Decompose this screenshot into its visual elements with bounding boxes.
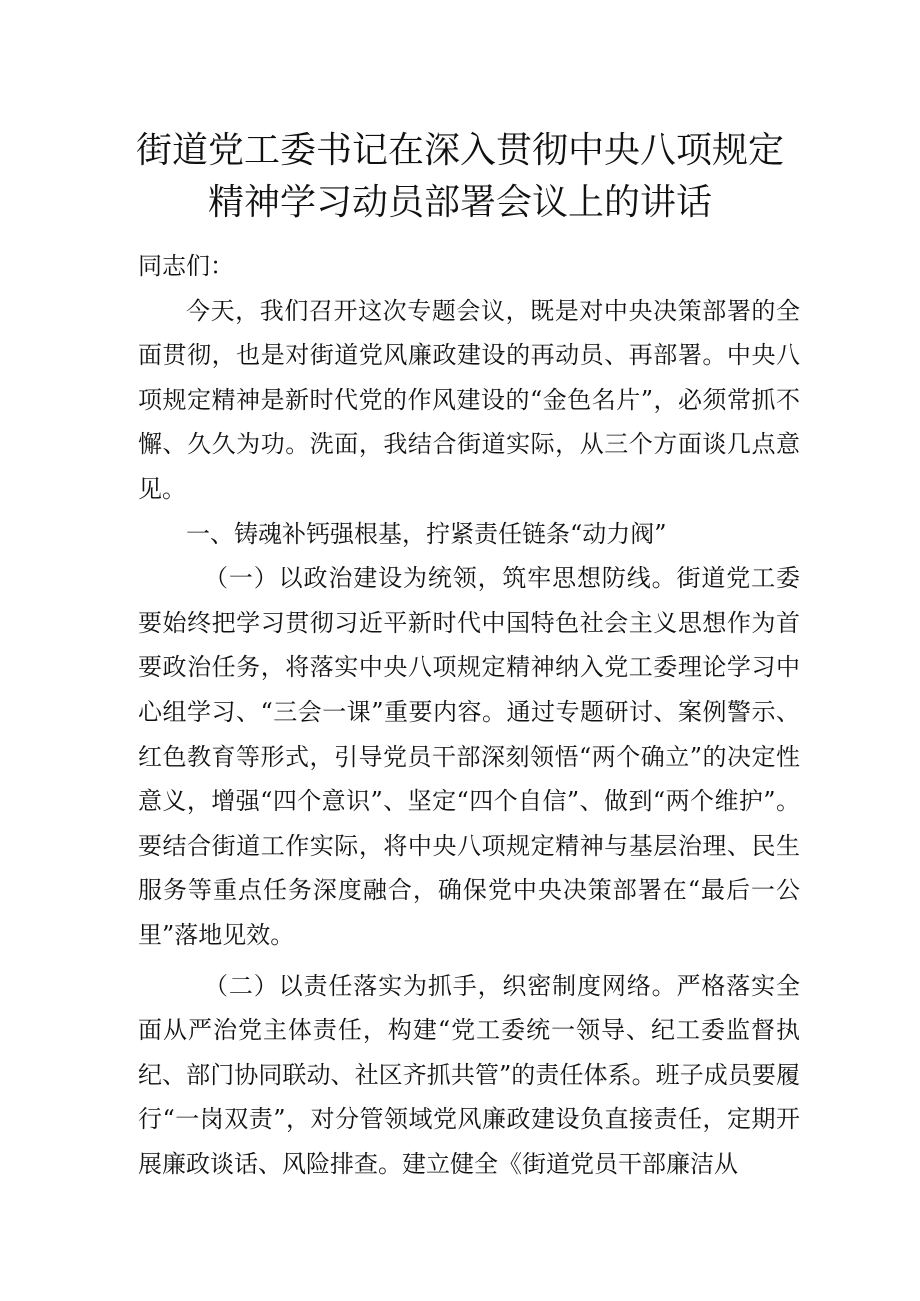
section-heading-1: 一、铸魂补钙强根基，拧紧责任链条“动力阀” <box>186 519 667 548</box>
document-title-line1: 街道党工委书记在深入贯彻中央八项规定 <box>135 130 784 171</box>
salutation: 同志们： <box>138 252 234 280</box>
document-title-line2: 精神学习动员部署会议上的讲话 <box>207 182 712 223</box>
paragraph-subsection-1: （一）以政治建设为统领，筑牢思想防线。街道党工委要始终把学习贯彻习近平新时代中国特色社会主义思想作为首要政治任务，将落实中央八项规定精神纳入党工委理论学习中心组学习、“三会一课”重要内容。通过专题研讨、案例警示、红色教育等形式，引导党员干部深刻领悟“两个确立”的决定性意义，增强“四个意识”、坚定“四个自信”、做到“两个维护”。要结合街道工作实际，将中央八项规定精神与基层治理、民生服务等重点任务深度融合，确保党中央决策部署在“最后一公里”落地见效。 <box>138 564 800 949</box>
paragraph-subsection-2: （二）以责任落实为抓手，织密制度网络。严格落实全面从严治党主体责任，构建“党工委统一领导、纪工委监督执纪、部门协同联动、社区齐抓共管”的责任体系。班子成员要履行“一岗双责”，对分管领域党风廉政建设负直接责任，定期开展廉政谈话、风险排查。建立健全《街道党员干部廉洁从 <box>138 971 800 1178</box>
paragraph-intro: 今天，我们召开这次专题会议，既是对中央决策部署的全面贯彻，也是对街道党风廉政建设的再动员、再部署。中央八项规定精神是新时代党的作风建设的“金色名片”，必须常抓不懈、久久为功。洗面，我结合街道实际，从三个方面谈几点意见。 <box>138 296 800 503</box>
document-body <box>138 244 800 1186</box>
